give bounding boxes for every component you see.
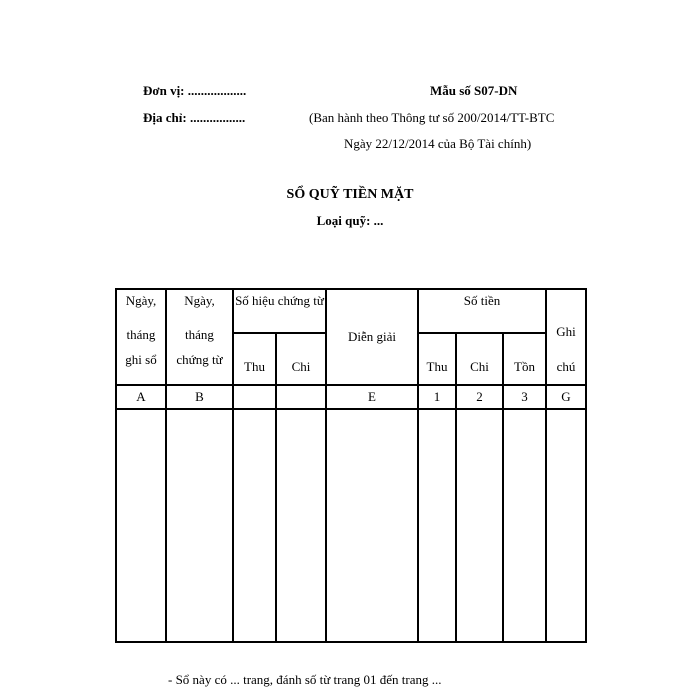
- header-voucher-number: Số hiệu chứng từ: [233, 289, 326, 333]
- document-title: SỔ QUỸ TIỀN MẶT: [286, 187, 414, 202]
- empty-cell: [116, 409, 166, 642]
- header-notes: Ghi chú: [546, 289, 586, 385]
- header-voucher-date: Ngày, tháng chứng từ: [166, 289, 233, 385]
- code-cell: 3: [503, 385, 546, 409]
- footer-note: - Sổ này có ... trang, đánh số từ trang 01 đến trang ...: [168, 672, 442, 687]
- header-amount-balance: Tồn: [503, 333, 546, 385]
- header-amount: Số tiền: [418, 289, 546, 333]
- empty-cell: [503, 409, 546, 642]
- header-amount-payment: Chi: [456, 333, 503, 385]
- empty-cell: [456, 409, 503, 642]
- header-record-date: Ngày, tháng ghi sổ: [116, 289, 166, 385]
- code-cell: B: [166, 385, 233, 409]
- empty-cell: [233, 409, 276, 642]
- address-label: Địa chỉ: .................: [143, 110, 246, 125]
- table-row: [116, 409, 586, 642]
- code-cell: 1: [418, 385, 456, 409]
- issuing-regulation: (Ban hành theo Thông tư số 200/2014/TT-BTC: [309, 110, 555, 125]
- code-cell: [276, 385, 326, 409]
- fund-type: Loại quỹ: ...: [316, 213, 384, 228]
- empty-cell: [276, 409, 326, 642]
- code-cell: 2: [456, 385, 503, 409]
- issuing-date: Ngày 22/12/2014 của Bộ Tài chính): [344, 136, 532, 151]
- empty-cell: [546, 409, 586, 642]
- header-voucher-receipt: Thu: [233, 333, 276, 385]
- code-cell: G: [546, 385, 586, 409]
- header-description: Diễn giải: [326, 289, 418, 385]
- header-amount-receipt: Thu: [418, 333, 456, 385]
- empty-cell: [418, 409, 456, 642]
- code-cell: E: [326, 385, 418, 409]
- empty-cell: [326, 409, 418, 642]
- form-code: Mẫu số S07-DN: [430, 83, 518, 98]
- code-cell: [233, 385, 276, 409]
- unit-label: Đơn vị: ..................: [143, 83, 247, 98]
- header-voucher-payment: Chi: [276, 333, 326, 385]
- empty-cell: [166, 409, 233, 642]
- code-cell: A: [116, 385, 166, 409]
- column-code-row: [116, 385, 586, 409]
- cash-ledger-table: [115, 288, 587, 643]
